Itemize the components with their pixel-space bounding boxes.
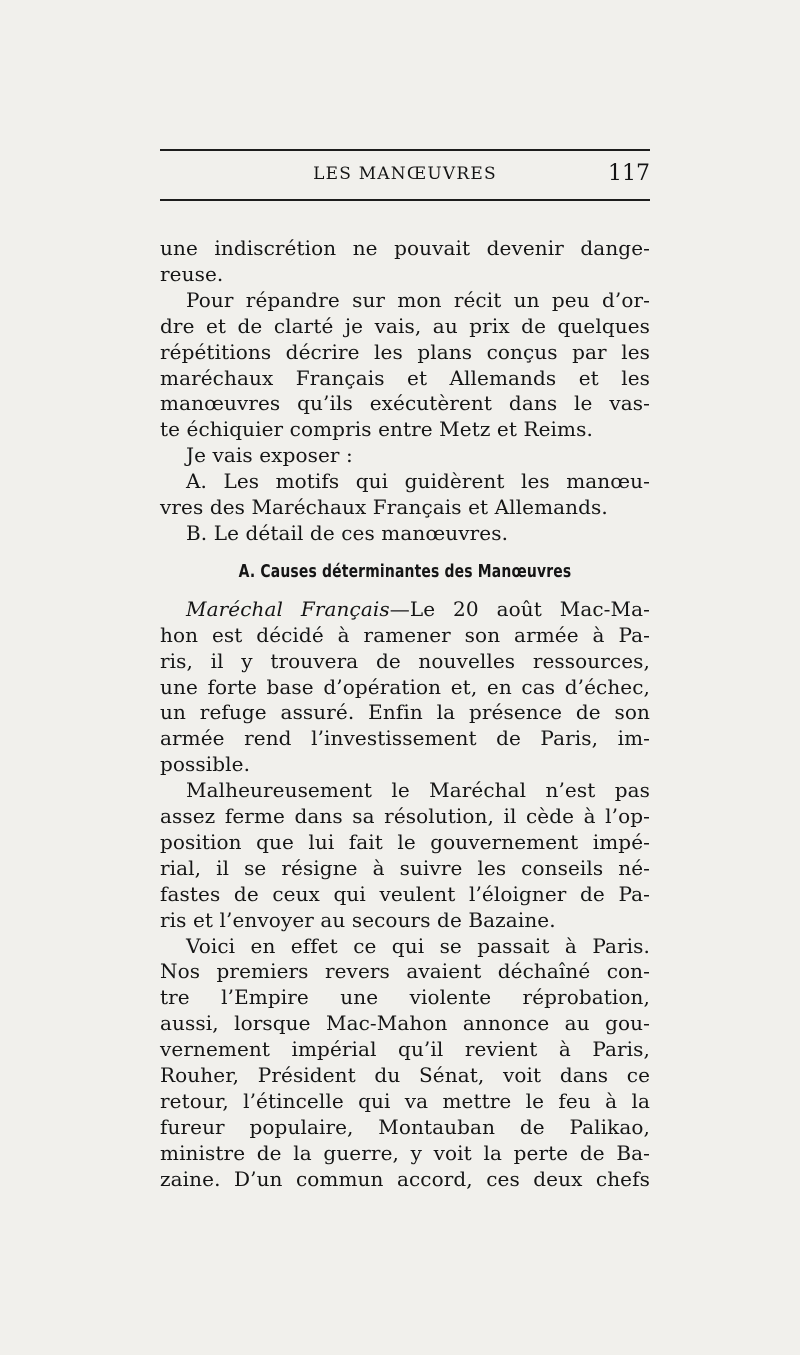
first-line-rest: —Le 20 août Mac-Ma- <box>389 596 650 621</box>
text-line: zaine. D’un commun accord, ces deux chefs <box>160 1166 650 1191</box>
text-line: Pour répandre sur mon récit un peu d’or- <box>186 287 650 312</box>
text-line: vres des Maréchaux Français et Allemands. <box>160 495 608 520</box>
text-line: Malheureusement le Maréchal n’est pas <box>186 778 650 803</box>
paragraph-expose <box>160 443 650 469</box>
text-line: possible. <box>160 752 251 777</box>
text-line <box>160 597 650 623</box>
text-line: B. Le détail de ces manœuvres. <box>186 520 509 545</box>
section-heading: A. Causes déterminantes des Manœuvres <box>238 560 572 582</box>
text-line: fureur populaire, Montauban de Palikao, <box>160 1114 650 1139</box>
text-line: tre l’Empire une violente réprobation, <box>160 985 650 1010</box>
text-line: rial, il se résigne à suivre les conseils né- <box>160 855 650 880</box>
text-line: retour, l’étincelle qui va mettre le feu à la <box>160 1089 650 1113</box>
text-line: un refuge assuré. Enfin la présence de son <box>160 700 650 725</box>
text-line: dre et de clarté je vais, au prix de quelques <box>160 313 650 338</box>
text-line: Je vais exposer : <box>186 443 353 468</box>
header-rule-top <box>160 149 650 151</box>
list-item-b <box>160 521 650 547</box>
running-head: LES MANŒUVRES <box>313 164 497 184</box>
page-header <box>160 158 650 190</box>
text-line: Nos premiers revers avaient déchaîné con- <box>160 959 650 984</box>
text-line: manœuvres qu’ils exécutèrent dans le vas- <box>160 391 650 416</box>
text-line: vernement impérial qu’il revient à Paris, <box>160 1037 650 1062</box>
text-line: hon est décidé à ramener son armée à Pa- <box>160 622 650 647</box>
run-in-heading: Maréchal Français <box>186 596 390 621</box>
page-number: 117 <box>608 161 650 186</box>
list-item-a <box>160 469 650 521</box>
text-line: te échiquier compris entre Metz et Reims. <box>160 417 593 442</box>
text-line: A. Les motifs qui guidèrent les manœu- <box>186 469 650 494</box>
text-line: aussi, lorsque Mac-Mahon annonce au gou- <box>160 1011 650 1036</box>
text-line: reuse. <box>160 261 224 286</box>
text-line: fastes de ceux qui veulent l’éloigner de Pa- <box>160 881 650 906</box>
text-line: position que lui fait le gouvernement impé- <box>160 829 650 854</box>
text-line: ris, il y trouvera de nouvelles ressources, <box>160 648 650 673</box>
text-line: armée rend l’investissement de Paris, im- <box>160 726 650 751</box>
paragraph-marechal <box>160 597 650 778</box>
text-line: une forte base d’opération et, en cas d’échec, <box>160 674 650 699</box>
text-line: Voici en effet ce qui se passait à Paris. <box>186 933 650 958</box>
text-line: ris et l’envoyer au secours de Bazaine. <box>160 907 556 932</box>
text-line: répétitions décrire les plans conçus par les <box>160 339 650 364</box>
paragraph-voici <box>160 934 650 1193</box>
paragraph-continuation <box>160 236 650 288</box>
text-line: maréchaux Français et Allemands et les <box>160 365 650 390</box>
text-line: assez ferme dans sa résolution, il cède à l’op- <box>160 804 650 829</box>
body-text <box>160 236 650 1193</box>
text-line: une indiscrétion ne pouvait devenir dange- <box>160 236 650 260</box>
paragraph-malheureusement <box>160 778 650 933</box>
text-line: ministre de la guerre, y voit la perte de Ba- <box>160 1140 650 1165</box>
paragraph-intro <box>160 288 650 443</box>
text-line: Rouher, Président du Sénat, voit dans ce <box>160 1063 650 1088</box>
header-rule-bottom <box>160 199 650 201</box>
